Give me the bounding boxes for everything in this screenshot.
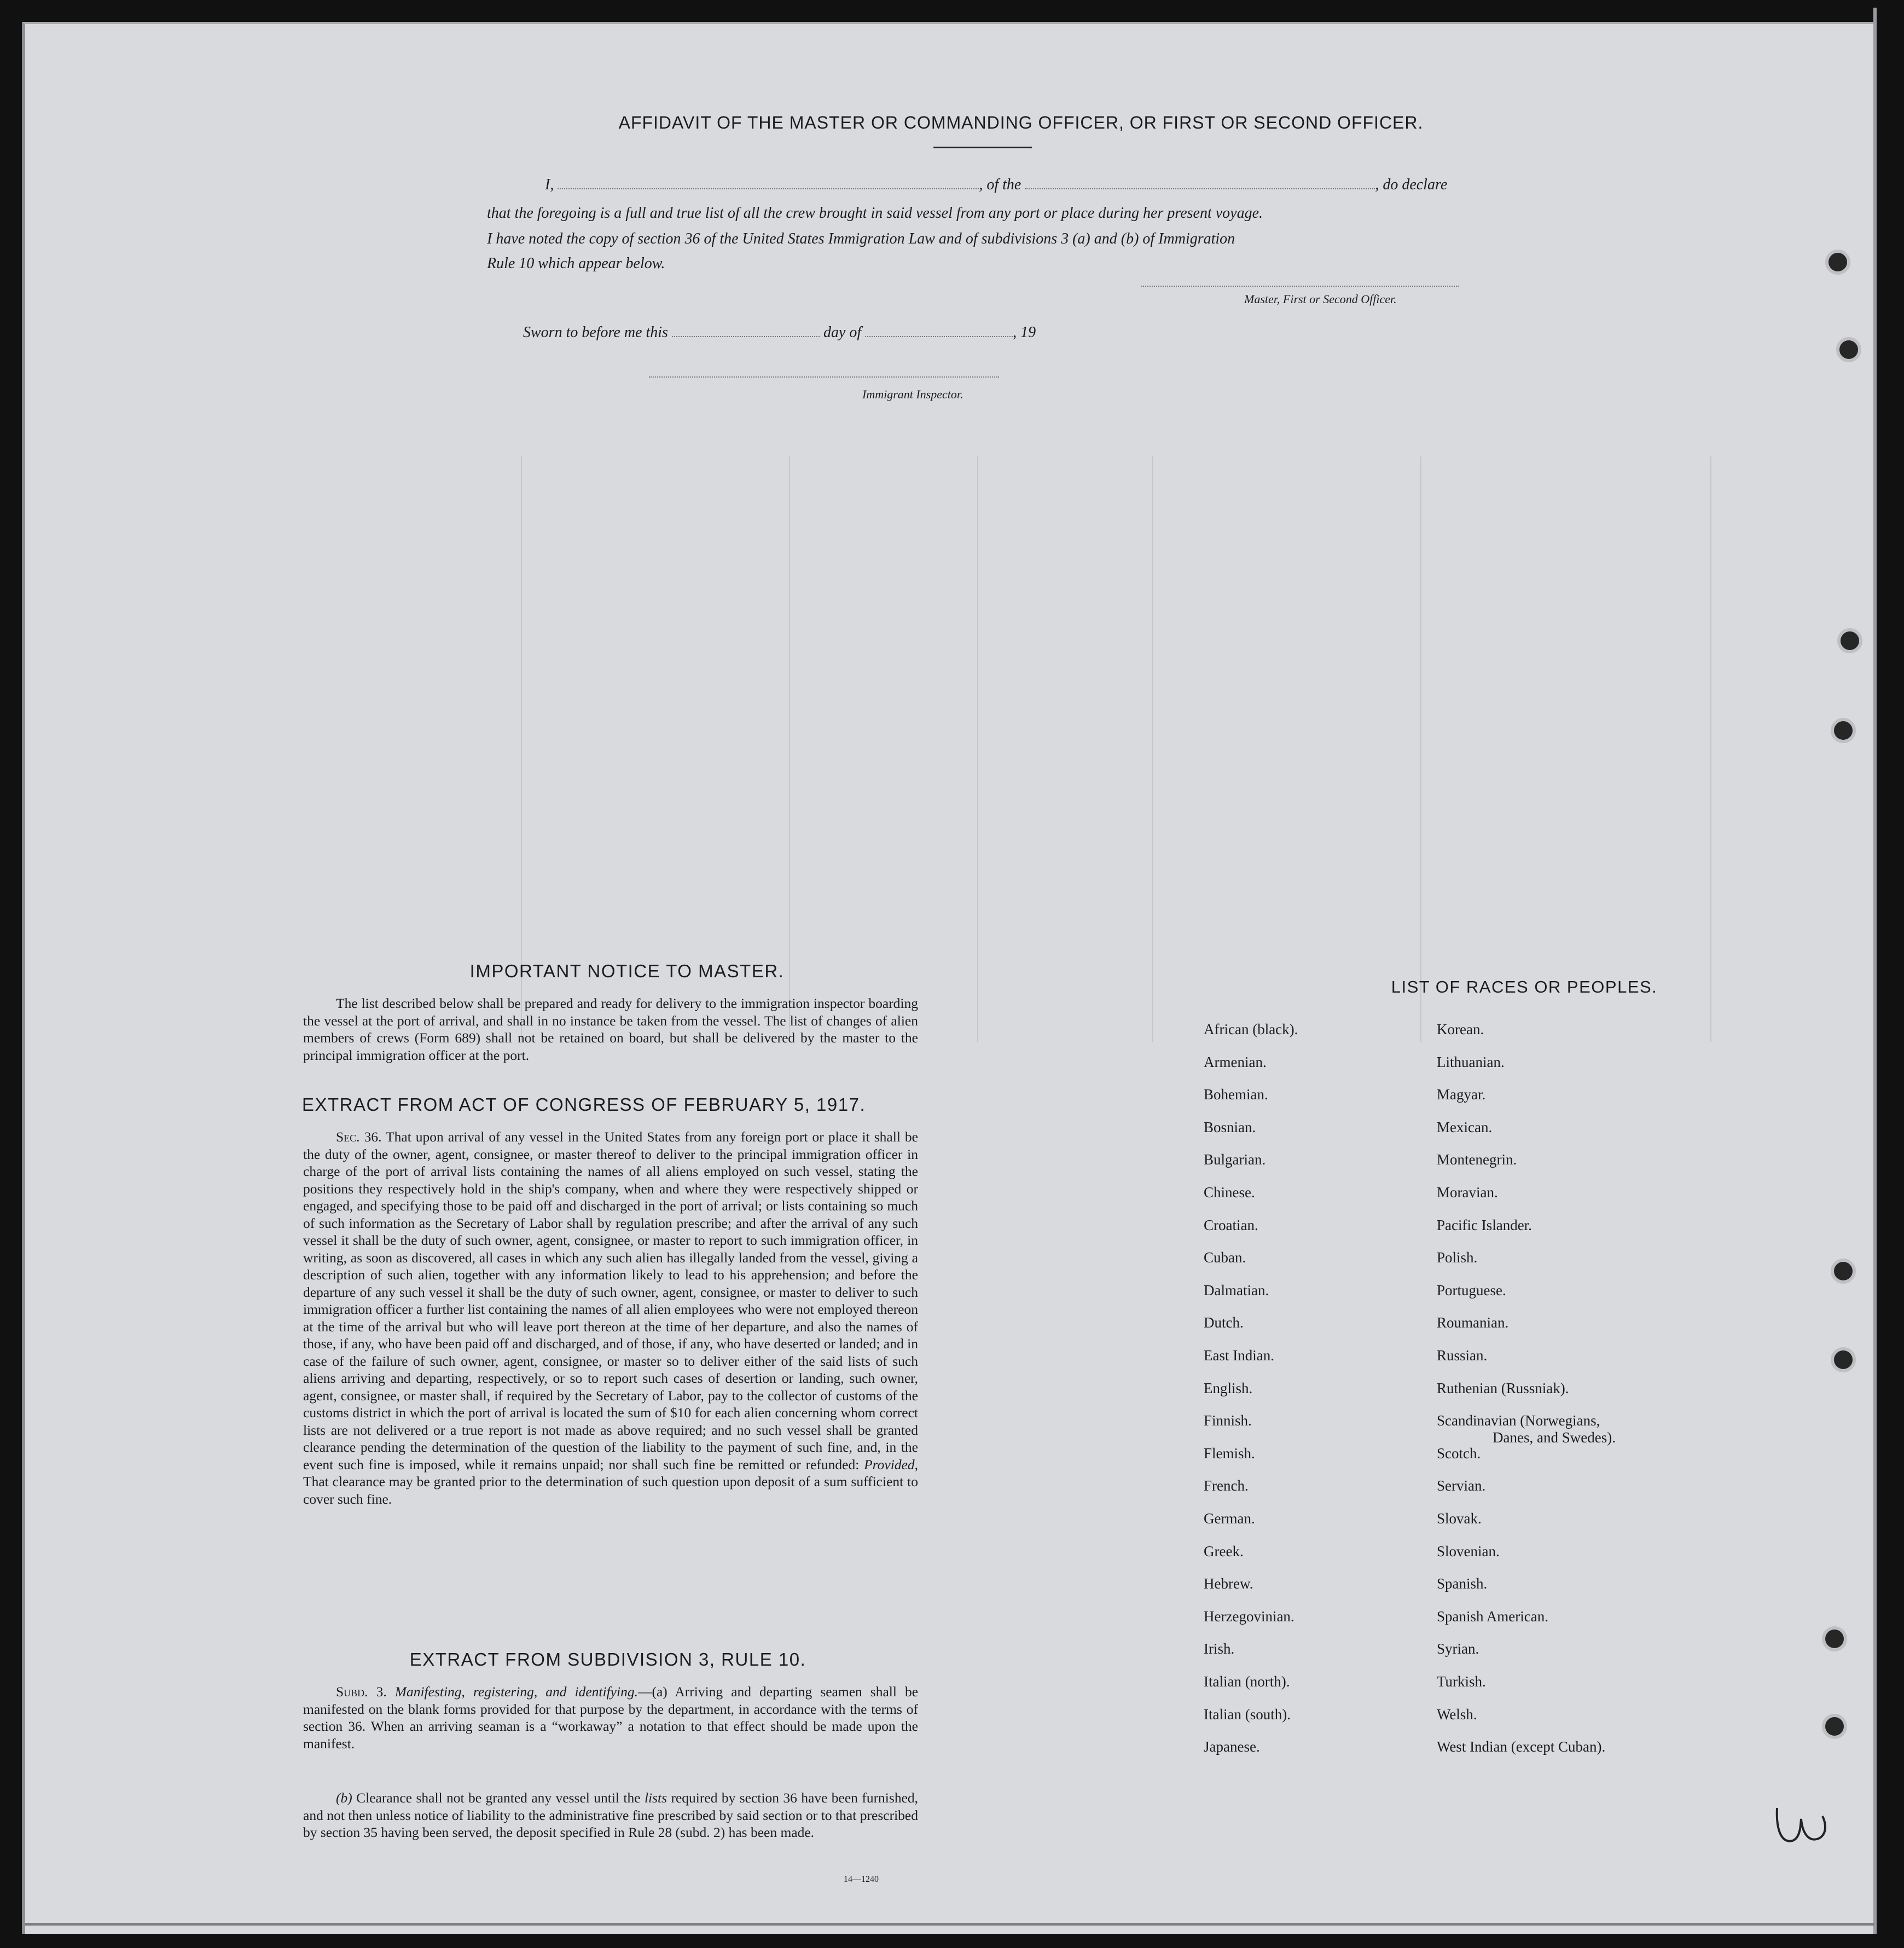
act-text [303,1128,918,1508]
section-label: Sec. 36. [336,1129,382,1145]
officer-caption: Master, First or Second Officer. [1244,292,1397,306]
bleed-through-rule [1152,456,1153,1042]
race-item: Croatian. [1204,1216,1258,1233]
notice-heading: IMPORTANT NOTICE TO MASTER. [469,961,785,981]
of-the-text: , of the [979,176,1021,193]
affidavit-declaration-line [545,176,1508,194]
affidavit-title: AFFIDAVIT OF THE MASTER OR COMMANDING OFFICER, OR FIRST OR SECOND OFFICER. [618,113,1424,132]
race-item: Welsh. [1437,1706,1477,1723]
race-item: Bulgarian. [1204,1151,1266,1168]
year-text: , 19 [1013,324,1036,341]
race-item: German. [1204,1510,1255,1527]
declaration-start: I, [545,176,554,193]
race-item: Spanish. [1437,1575,1488,1592]
race-item: Montenegrin. [1437,1151,1517,1168]
bleed-through-rule [789,456,790,1042]
binder-hole-icon [1831,1259,1856,1284]
officer-signature-field[interactable] [1141,286,1459,287]
para-b-text-2: required by section 36 have been furnished, and not then unless notice of liability to the administrative fine prescribed by said section or to that prescribed by section 35 having been served, the deposit specified in Rule 28 (subd. 2) has been made. [303,1790,919,1840]
bleed-through-rule [1710,456,1711,1042]
race-item: Japanese. [1204,1738,1260,1755]
para-b-text-1: Clearance shall not be granted any vessel until the [356,1790,641,1806]
month-blank-field[interactable] [865,336,1013,337]
race-item: French. [1204,1477,1249,1494]
race-item: English. [1204,1379,1253,1396]
form-number: 14—1240 [844,1875,879,1884]
inspector-caption: Immigrant Inspector. [862,387,963,401]
binder-hole-icon [1822,1714,1847,1739]
name-blank-field[interactable] [558,188,979,189]
vessel-blank-field[interactable] [1025,188,1375,189]
subd-label: Subd. 3. [336,1684,387,1700]
race-item: Herzegovinian. [1204,1608,1295,1625]
race-item: Portuguese. [1437,1282,1506,1298]
bleed-through-rule [521,456,522,1042]
race-item: Servian. [1437,1477,1486,1494]
binder-hole-icon [1836,337,1861,362]
race-item: Roumanian. [1437,1314,1509,1331]
race-item: Magyar. [1437,1086,1486,1103]
binder-hole-icon [1825,250,1850,275]
para-b-lists: lists [644,1790,667,1806]
race-item: Korean. [1437,1021,1484,1037]
page-edge [25,1923,1874,1926]
title-rule [933,147,1032,148]
race-item: Spanish American. [1437,1608,1548,1625]
race-item: Turkish. [1437,1673,1486,1690]
race-item: Armenian. [1204,1053,1267,1070]
race-item: Finnish. [1204,1412,1252,1429]
binder-hole-icon [1831,1347,1856,1372]
race-item: Italian (south). [1204,1706,1291,1723]
do-declare-text: , do declare [1375,176,1448,193]
race-item: West Indian (except Cuban). [1437,1738,1606,1755]
bleed-through-rule [977,456,978,1042]
race-item: East Indian. [1204,1347,1274,1364]
para-a-text: —(a) Arriving and departing seamen shall be manifested on the blank forms provided for that purpose by the department, in accordance with the terms of section 36. When an arriving seaman is a “workaway” a notation to that effect should be made upon the manifest. [303,1684,919,1752]
race-item: Pacific Islander. [1437,1216,1532,1233]
para-b-label: (b) [336,1790,352,1806]
race-item: Moravian. [1437,1184,1498,1201]
page-edge [1873,8,1877,1934]
sworn-line [523,324,1289,341]
race-item: Cuban. [1204,1249,1246,1266]
day-of-text: day of [823,324,862,341]
binder-hole-icon [1822,1626,1847,1651]
sworn-text: Sworn to before me this [523,324,668,341]
affidavit-line-3: I have noted the copy of section 36 of the United States Immigration Law and of subdivisions 3 (a) and (b) of Immigration [487,230,1235,247]
affidavit-line-2: that the foregoing is a full and true list of all the crew brought in said vessel from any port or place during her present voyage. [487,205,1263,222]
day-blank-field[interactable] [672,336,820,337]
race-item: Bohemian. [1204,1086,1268,1103]
binder-hole-icon [1831,718,1856,743]
notice-text: The list described below shall be prepared and ready for delivery to the immigration inspector boarding the vessel at the port of arrival, and shall in no instance be taken from the vessel. The list of changes of alien members of crews (Form 689) shall not be retained on board, but shall be delivered by the master to the principal immigration officer at the port. [303,995,918,1063]
handwritten-mark-icon [1771,1797,1836,1852]
race-item: Polish. [1437,1249,1478,1266]
race-item: Chinese. [1204,1184,1255,1201]
bleed-through-rule [1420,456,1421,1042]
race-item: Slovenian. [1437,1543,1500,1559]
rule-heading: EXTRACT FROM SUBDIVISION 3, RULE 10. [409,1649,806,1669]
affidavit-line-4: Rule 10 which appear below. [487,255,665,272]
race-item: Lithuanian. [1437,1053,1505,1070]
race-item: Syrian. [1437,1640,1479,1657]
proviso-label: Provided, [864,1456,919,1472]
act-body: That upon arrival of any vessel in the United States from any foreign port or place it shall be the duty of the owner, agent, consignee, or master thereof to deliver to the principal immigration officer in charge of the port of arrival lists containing the names of all aliens employed on such vessel, stating the positions they respectively hold in the ship's company, when and where they were respectively shipped or engaged, and specifying those to be paid off and discharged in the port of arrival; or lists containing so much of such information as the Secretary of Labor shall by regulation prescribe; and after the arrival of any such vessel it shall be the duty of such owner, agent, consignee, or master to report to such immigration officer, in writing, as soon as discovered, all cases in which any such alien has illegally landed from the vessel, giving a description of such alien, together with any information likely to lead to his apprehension; and before the departure of any such vessel it shall be the duty of such owner, agent, consignee, or master to deliver to such immigration officer a further list containing the names of all alien employees who were not employed thereon at the time of the arrival but who will leave port thereon at the time of her departure, and also the names of those, if any, who have been paid off and discharged, and of those, if any, who have deserted or landed; and in case of the failure of such owner, agent, consignee, or master so to deliver either of the said lists of such aliens arriving and departing, respectively, or so to report such cases of desertion or landing, such owner, agent, consignee, or master shall, if required by the Secretary of Labor, pay to the collector of customs of the customs district in which the port of arrival is located the sum of $10 for each alien concerning whom correct lists are not delivered or a true report is not made as above required; and no such vessel shall be granted clearance pending the determination of the question of the liability to the payment of such fine, and, in the event such fine is imposed, while it remains unpaid; nor shall such fine be remitted or refunded: [303,1129,919,1472]
race-item: Hebrew. [1204,1575,1253,1592]
act-heading: EXTRACT FROM ACT OF CONGRESS OF FEBRUARY 5, 1917. [302,1094,866,1115]
race-item: Italian (north). [1204,1673,1290,1690]
binder-hole-icon [1837,628,1862,653]
race-item: Slovak. [1437,1510,1482,1527]
document-page [22,22,1874,1934]
rule-para-a [303,1683,918,1752]
race-item: Dutch. [1204,1314,1244,1331]
act-body-end: That clearance may be granted prior to the determination of such question upon deposit of a sum sufficient to cover such fine. [303,1474,918,1507]
race-item: Mexican. [1437,1118,1493,1135]
race-item: African (black). [1204,1021,1298,1037]
race-item: Flemish. [1204,1445,1255,1462]
inspector-signature-field[interactable] [649,376,999,378]
races-heading: LIST OF RACES OR PEOPLES. [1391,977,1658,996]
race-item: Dalmatian. [1204,1282,1269,1298]
race-item: Bosnian. [1204,1118,1256,1135]
race-item: Irish. [1204,1640,1235,1657]
race-item-continuation: Danes, and Swedes). [1493,1429,1616,1446]
subd-title: Manifesting, registering, and identifying. [394,1684,638,1700]
race-item: Scotch. [1437,1445,1481,1462]
race-item: Russian. [1437,1347,1488,1364]
rule-para-b [303,1789,918,1841]
race-item: Ruthenian (Russniak). [1437,1379,1569,1396]
race-item: Greek. [1204,1543,1244,1559]
race-item: Scandinavian (Norwegians, [1437,1412,1600,1429]
